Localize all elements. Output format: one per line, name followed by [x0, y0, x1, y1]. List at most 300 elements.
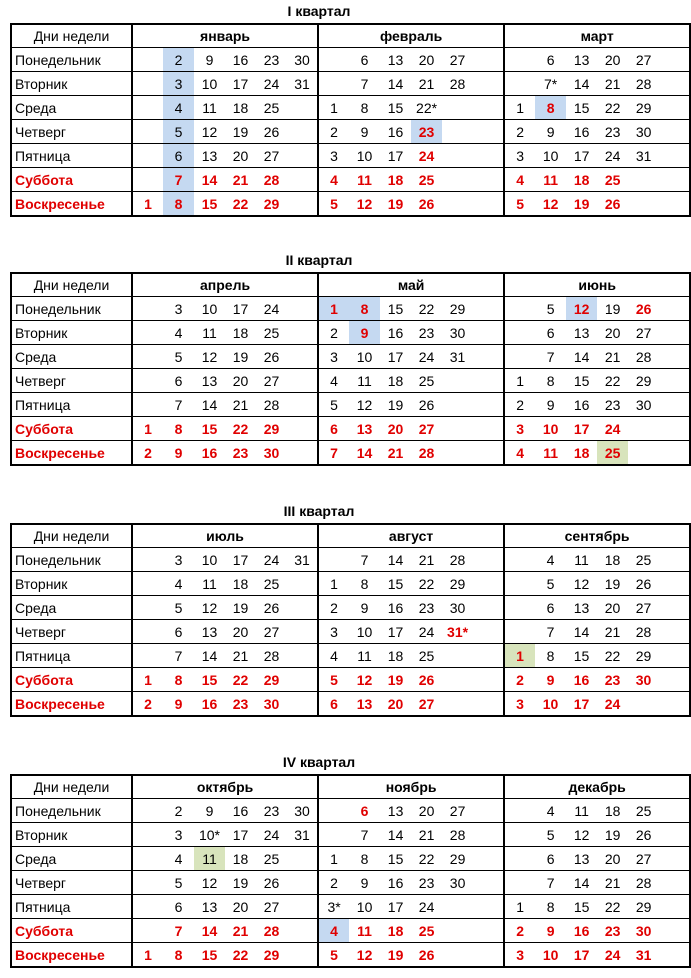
weekday-label: Пятница: [11, 644, 132, 668]
empty-cell: [473, 823, 504, 847]
empty-cell: [287, 847, 318, 871]
empty-cell: [287, 871, 318, 895]
empty-cell: [442, 369, 473, 393]
day-cell: 30: [256, 441, 287, 466]
day-cell: 12: [194, 120, 225, 144]
day-cell: 22: [225, 417, 256, 441]
empty-cell: [132, 620, 163, 644]
month-name: май: [318, 273, 504, 297]
empty-cell: [504, 297, 535, 321]
day-cell: 18: [380, 644, 411, 668]
empty-cell: [132, 871, 163, 895]
month-name: апрель: [132, 273, 318, 297]
day-cell: 25: [411, 369, 442, 393]
empty-cell: [659, 823, 690, 847]
day-cell: 7: [163, 168, 194, 192]
day-cell: 17: [380, 895, 411, 919]
day-cell: 2: [318, 321, 349, 345]
day-cell: 7: [535, 871, 566, 895]
day-cell: 15: [194, 417, 225, 441]
empty-cell: [318, 548, 349, 572]
day-cell: 6: [535, 321, 566, 345]
day-cell: 9: [163, 441, 194, 466]
empty-cell: [659, 943, 690, 968]
month-name: июнь: [504, 273, 690, 297]
day-cell: 3: [504, 943, 535, 968]
empty-cell: [504, 596, 535, 620]
empty-cell: [473, 192, 504, 217]
day-cell: 13: [349, 692, 380, 717]
table-row: [11, 548, 690, 572]
day-cell: 19: [597, 297, 628, 321]
day-cell: 23: [597, 393, 628, 417]
empty-cell: [132, 847, 163, 871]
empty-cell: [659, 72, 690, 96]
day-cell: 5: [163, 596, 194, 620]
day-cell: 11: [535, 441, 566, 466]
day-cell: 8: [349, 96, 380, 120]
day-cell: 13: [194, 369, 225, 393]
empty-cell: [132, 572, 163, 596]
day-cell: 5: [163, 871, 194, 895]
day-cell: 24: [597, 417, 628, 441]
empty-cell: [473, 620, 504, 644]
empty-cell: [473, 96, 504, 120]
weekday-label: Пятница: [11, 144, 132, 168]
weekday-label: Понедельник: [11, 297, 132, 321]
weekday-label: Воскресенье: [11, 943, 132, 968]
empty-cell: [659, 144, 690, 168]
day-cell: 15: [380, 96, 411, 120]
empty-cell: [442, 692, 473, 717]
day-cell: 27: [628, 321, 659, 345]
day-cell: 14: [566, 345, 597, 369]
day-cell: 12: [535, 192, 566, 217]
day-cell: 24: [411, 620, 442, 644]
day-cell: 12: [349, 192, 380, 217]
day-cell: 27: [628, 596, 659, 620]
empty-cell: [442, 96, 473, 120]
month-name: август: [318, 524, 504, 548]
day-cell: 23: [597, 120, 628, 144]
day-cell: 15: [380, 297, 411, 321]
day-cell: 29: [628, 895, 659, 919]
day-cell: 21: [411, 823, 442, 847]
day-cell: 27: [256, 620, 287, 644]
day-cell: 15: [566, 644, 597, 668]
day-cell: 20: [225, 620, 256, 644]
day-cell: 6: [163, 369, 194, 393]
day-cell: 6: [163, 620, 194, 644]
day-cell: 16: [194, 441, 225, 466]
day-cell: 21: [597, 620, 628, 644]
empty-cell: [287, 96, 318, 120]
day-cell: 22: [225, 943, 256, 968]
day-cell: 30: [442, 596, 473, 620]
day-cell: 10: [194, 548, 225, 572]
day-cell: 20: [597, 596, 628, 620]
empty-cell: [473, 871, 504, 895]
day-cell: 17: [225, 72, 256, 96]
day-cell: 20: [597, 48, 628, 72]
day-cell: 16: [225, 799, 256, 823]
day-cell: 27: [256, 369, 287, 393]
day-cell: 14: [566, 72, 597, 96]
empty-cell: [442, 943, 473, 968]
day-cell: 16: [225, 48, 256, 72]
empty-cell: [473, 943, 504, 968]
empty-cell: [473, 847, 504, 871]
day-cell: 14: [566, 620, 597, 644]
day-cell: 3: [318, 144, 349, 168]
day-cell: 13: [380, 48, 411, 72]
empty-cell: [132, 895, 163, 919]
empty-cell: [473, 692, 504, 717]
empty-cell: [659, 572, 690, 596]
day-cell: 9: [163, 692, 194, 717]
day-cell: 1: [318, 572, 349, 596]
day-cell: 3: [504, 417, 535, 441]
day-cell: 2: [163, 799, 194, 823]
day-cell: 9: [194, 799, 225, 823]
day-cell: 12: [566, 823, 597, 847]
day-cell: 28: [442, 72, 473, 96]
day-cell: 17: [225, 823, 256, 847]
day-cell: 15: [566, 96, 597, 120]
month-name: октябрь: [132, 775, 318, 799]
day-cell: 3: [163, 823, 194, 847]
day-cell: 25: [256, 847, 287, 871]
table-row: [11, 345, 690, 369]
quarter-title: II квартал: [285, 252, 353, 268]
day-cell: 23: [225, 441, 256, 466]
day-cell: 19: [566, 192, 597, 217]
day-cell: 18: [225, 572, 256, 596]
day-cell: 31*: [442, 620, 473, 644]
weekday-label: Воскресенье: [11, 692, 132, 717]
day-cell: 27: [411, 417, 442, 441]
day-cell: 17: [566, 943, 597, 968]
day-cell: 31: [287, 548, 318, 572]
day-cell: 19: [597, 823, 628, 847]
day-cell: 9: [194, 48, 225, 72]
day-cell: 24: [256, 72, 287, 96]
empty-cell: [659, 919, 690, 943]
day-cell: 17: [380, 620, 411, 644]
empty-cell: [473, 417, 504, 441]
day-cell: 29: [256, 943, 287, 968]
day-cell: 17: [380, 144, 411, 168]
day-cell: 27: [256, 895, 287, 919]
empty-cell: [659, 548, 690, 572]
table-row: [11, 823, 690, 847]
empty-cell: [318, 823, 349, 847]
weekday-label: Пятница: [11, 895, 132, 919]
day-cell: 26: [256, 871, 287, 895]
day-cell: 16: [380, 596, 411, 620]
day-cell: 12: [349, 668, 380, 692]
day-cell: 16: [566, 668, 597, 692]
day-cell: 7: [535, 345, 566, 369]
day-cell: 30: [628, 668, 659, 692]
day-cell: 16: [380, 120, 411, 144]
empty-cell: [287, 919, 318, 943]
day-cell: 4: [163, 572, 194, 596]
empty-cell: [473, 668, 504, 692]
table-row: [11, 393, 690, 417]
month-name: январь: [132, 24, 318, 48]
day-cell: 2: [504, 668, 535, 692]
day-cell: 30: [628, 919, 659, 943]
day-cell: 19: [380, 393, 411, 417]
day-cell: 4: [163, 847, 194, 871]
day-cell: 22: [597, 644, 628, 668]
day-cell: 19: [380, 192, 411, 217]
day-cell: 4: [163, 321, 194, 345]
day-cell: 28: [628, 620, 659, 644]
empty-cell: [287, 369, 318, 393]
weekday-label: Суббота: [11, 919, 132, 943]
day-cell: 22*: [411, 96, 442, 120]
empty-cell: [287, 943, 318, 968]
empty-cell: [287, 417, 318, 441]
day-cell: 18: [597, 548, 628, 572]
day-cell: 7*: [535, 72, 566, 96]
day-cell: 24: [256, 823, 287, 847]
day-cell: 2: [132, 692, 163, 717]
day-cell: 18: [380, 919, 411, 943]
day-cell: 1: [318, 297, 349, 321]
day-cell: 20: [597, 847, 628, 871]
day-cell: 5: [318, 192, 349, 217]
day-cell: 15: [566, 369, 597, 393]
weekday-header: Дни недели: [11, 273, 132, 297]
day-cell: 16: [566, 120, 597, 144]
day-cell: 20: [380, 417, 411, 441]
table-row: [11, 441, 690, 466]
day-cell: 11: [535, 168, 566, 192]
weekday-label: Понедельник: [11, 48, 132, 72]
day-cell: 19: [225, 345, 256, 369]
day-cell: 16: [566, 393, 597, 417]
day-cell: 1: [504, 895, 535, 919]
empty-cell: [442, 192, 473, 217]
day-cell: 11: [349, 168, 380, 192]
day-cell: 25: [411, 919, 442, 943]
weekday-label: Четверг: [11, 369, 132, 393]
day-cell: 21: [411, 548, 442, 572]
empty-cell: [132, 48, 163, 72]
day-cell: 9: [535, 120, 566, 144]
day-cell: 13: [566, 48, 597, 72]
empty-cell: [132, 321, 163, 345]
day-cell: 14: [194, 168, 225, 192]
day-cell: 18: [566, 441, 597, 466]
weekday-label: Четверг: [11, 620, 132, 644]
day-cell: 7: [535, 620, 566, 644]
day-cell: 30: [287, 48, 318, 72]
day-cell: 12: [194, 871, 225, 895]
day-cell: 3: [163, 72, 194, 96]
day-cell: 22: [597, 895, 628, 919]
day-cell: 6: [163, 144, 194, 168]
day-cell: 8: [163, 192, 194, 217]
day-cell: 2: [318, 596, 349, 620]
day-cell: 26: [256, 596, 287, 620]
empty-cell: [442, 441, 473, 466]
empty-cell: [659, 895, 690, 919]
day-cell: 15: [194, 192, 225, 217]
empty-cell: [442, 393, 473, 417]
day-cell: 5: [535, 572, 566, 596]
day-cell: 6: [535, 847, 566, 871]
day-cell: 8: [535, 644, 566, 668]
day-cell: 12: [566, 572, 597, 596]
day-cell: 13: [349, 417, 380, 441]
day-cell: 19: [597, 572, 628, 596]
empty-cell: [132, 596, 163, 620]
day-cell: 24: [597, 692, 628, 717]
day-cell: 16: [194, 692, 225, 717]
empty-cell: [504, 799, 535, 823]
empty-cell: [132, 919, 163, 943]
day-cell: 19: [225, 120, 256, 144]
month-name: декабрь: [504, 775, 690, 799]
empty-cell: [473, 321, 504, 345]
day-cell: 4: [163, 96, 194, 120]
day-cell: 9: [349, 120, 380, 144]
empty-cell: [473, 644, 504, 668]
empty-cell: [659, 596, 690, 620]
day-cell: 25: [597, 168, 628, 192]
day-cell: 8: [163, 417, 194, 441]
day-cell: 24: [256, 297, 287, 321]
empty-cell: [442, 168, 473, 192]
day-cell: 21: [380, 441, 411, 466]
empty-cell: [473, 369, 504, 393]
day-cell: 26: [628, 572, 659, 596]
empty-cell: [473, 919, 504, 943]
day-cell: 8: [535, 895, 566, 919]
weekday-label: Среда: [11, 345, 132, 369]
day-cell: 31: [287, 72, 318, 96]
empty-cell: [473, 572, 504, 596]
day-cell: 28: [256, 168, 287, 192]
weekday-label: Среда: [11, 596, 132, 620]
table-row: [11, 48, 690, 72]
empty-cell: [442, 144, 473, 168]
empty-cell: [132, 96, 163, 120]
day-cell: 23: [597, 919, 628, 943]
table-row: [11, 321, 690, 345]
day-cell: 11: [349, 644, 380, 668]
empty-cell: [659, 799, 690, 823]
empty-cell: [287, 596, 318, 620]
day-cell: 11: [194, 572, 225, 596]
day-cell: 18: [380, 168, 411, 192]
day-cell: 7: [163, 644, 194, 668]
day-cell: 27: [442, 48, 473, 72]
quarter-title: IV квартал: [282, 754, 356, 770]
day-cell: 26: [411, 192, 442, 217]
empty-cell: [504, 620, 535, 644]
empty-cell: [628, 692, 659, 717]
day-cell: 25: [256, 96, 287, 120]
day-cell: 28: [411, 441, 442, 466]
empty-cell: [132, 644, 163, 668]
day-cell: 18: [566, 168, 597, 192]
day-cell: 21: [597, 72, 628, 96]
day-cell: 17: [566, 417, 597, 441]
day-cell: 10: [535, 692, 566, 717]
weekday-label: Понедельник: [11, 548, 132, 572]
table-row: [11, 72, 690, 96]
weekday-header: Дни недели: [11, 24, 132, 48]
empty-cell: [473, 144, 504, 168]
empty-cell: [132, 823, 163, 847]
month-name: июль: [132, 524, 318, 548]
day-cell: 23: [411, 120, 442, 144]
day-cell: 29: [442, 847, 473, 871]
day-cell: 7: [349, 823, 380, 847]
day-cell: 12: [566, 297, 597, 321]
empty-cell: [287, 644, 318, 668]
day-cell: 20: [380, 692, 411, 717]
day-cell: 15: [194, 668, 225, 692]
day-cell: 12: [194, 345, 225, 369]
day-cell: 14: [194, 919, 225, 943]
empty-cell: [659, 297, 690, 321]
day-cell: 27: [628, 847, 659, 871]
day-cell: 24: [597, 144, 628, 168]
day-cell: 24: [411, 345, 442, 369]
empty-cell: [473, 48, 504, 72]
weekday-label: Воскресенье: [11, 192, 132, 217]
day-cell: 23: [411, 321, 442, 345]
day-cell: 28: [628, 345, 659, 369]
empty-cell: [287, 144, 318, 168]
day-cell: 29: [442, 297, 473, 321]
table-row: [11, 192, 690, 217]
day-cell: 29: [256, 417, 287, 441]
day-cell: 2: [318, 871, 349, 895]
day-cell: 23: [256, 48, 287, 72]
day-cell: 30: [256, 692, 287, 717]
table-row: [11, 668, 690, 692]
day-cell: 15: [194, 943, 225, 968]
day-cell: 10: [194, 297, 225, 321]
weekday-header: Дни недели: [11, 524, 132, 548]
day-cell: 10: [535, 943, 566, 968]
table-row: [11, 799, 690, 823]
day-cell: 28: [256, 644, 287, 668]
empty-cell: [473, 441, 504, 466]
empty-cell: [504, 572, 535, 596]
day-cell: 7: [163, 919, 194, 943]
weekday-label: Среда: [11, 847, 132, 871]
day-cell: 13: [566, 321, 597, 345]
day-cell: 15: [566, 895, 597, 919]
day-cell: 27: [442, 799, 473, 823]
weekday-header: Дни недели: [11, 775, 132, 799]
day-cell: 18: [225, 96, 256, 120]
day-cell: 28: [442, 823, 473, 847]
day-cell: 12: [194, 596, 225, 620]
day-cell: 14: [194, 393, 225, 417]
day-cell: 14: [380, 548, 411, 572]
day-cell: 22: [597, 369, 628, 393]
day-cell: 20: [411, 48, 442, 72]
